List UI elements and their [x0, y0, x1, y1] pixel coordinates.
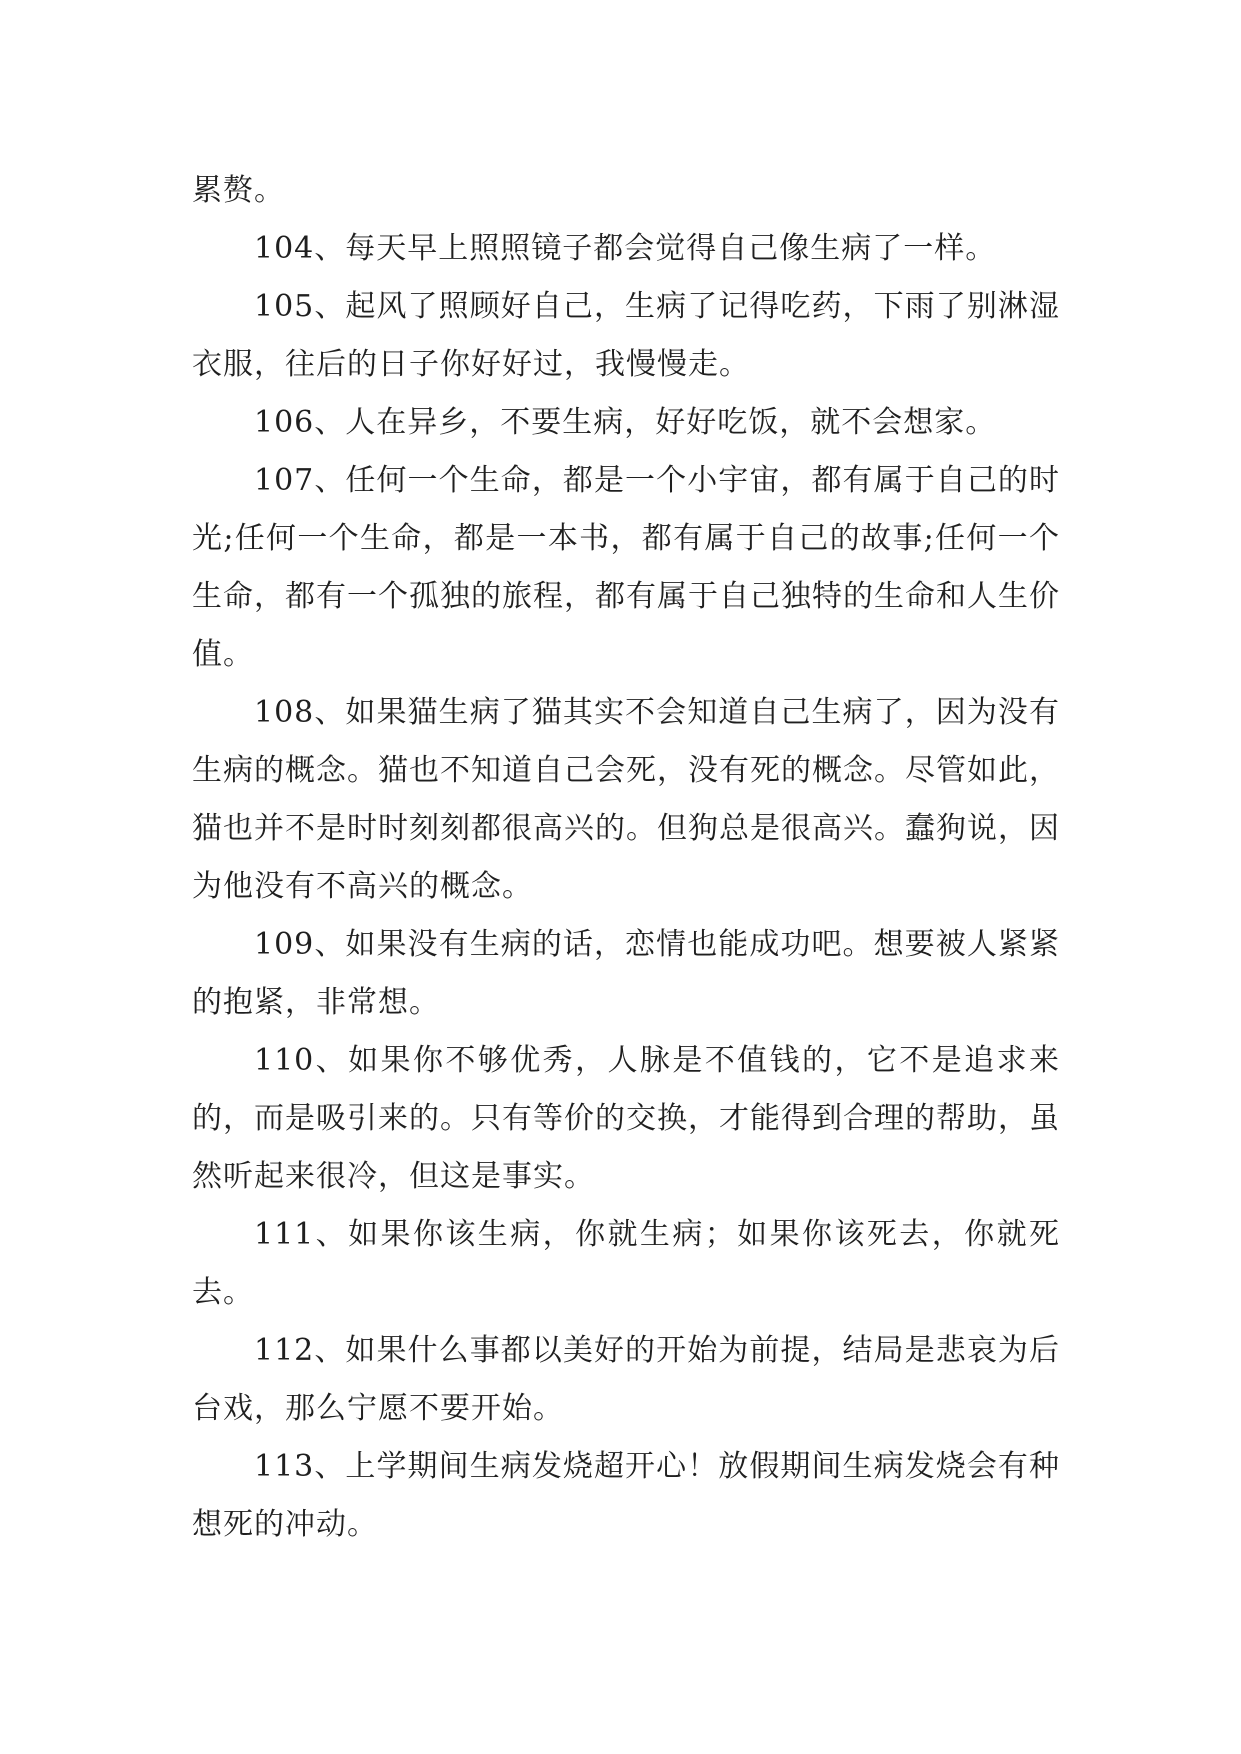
- paragraph-107: 107、任何一个生命，都是一个小宇宙，都有属于自己的时光;任何一个生命，都是一本书，都有属于自己的故事;任何一个生命，都有一个孤独的旅程，都有属于自己独特的生命和人生价值。: [192, 463, 1060, 672]
- paragraph-109: 109、如果没有生病的话，恋情也能成功吧。想要被人紧紧的抱紧，非常想。: [192, 927, 1060, 1020]
- paragraph-106: 106、人在异乡，不要生病，好好吃饭，就不会想家。: [254, 405, 997, 440]
- document-body: [192, 162, 1060, 1554]
- paragraph-112: 112、如果什么事都以美好的开始为前提，结局是悲哀为后台戏，那么宁愿不要开始。: [192, 1333, 1060, 1426]
- paragraph-104: 104、每天早上照照镜子都会觉得自己像生病了一样。: [254, 231, 997, 266]
- paragraph-continuation: 累赘。: [192, 173, 285, 208]
- paragraph-110: 110、如果你不够优秀，人脉是不值钱的，它不是追求来的，而是吸引来的。只有等价的交换，才能得到合理的帮助，虽然听起来很冷，但这是事实。: [192, 1043, 1060, 1194]
- paragraph-105: 105、起风了照顾好自己，生病了记得吃药，下雨了别淋湿衣服，往后的日子你好好过，我慢慢走。: [192, 289, 1060, 382]
- paragraph-108: 108、如果猫生病了猫其实不会知道自己生病了，因为没有生病的概念。猫也不知道自己会死，没有死的概念。尽管如此，猫也并不是时时刻刻都很高兴的。但狗总是很高兴。蠢狗说，因为他没有不高兴的概念。: [192, 695, 1060, 904]
- paragraph-113: 113、上学期间生病发烧超开心！放假期间生病发烧会有种想死的冲动。: [192, 1449, 1060, 1542]
- paragraph-111: 111、如果你该生病，你就生病；如果你该死去，你就死去。: [192, 1217, 1060, 1310]
